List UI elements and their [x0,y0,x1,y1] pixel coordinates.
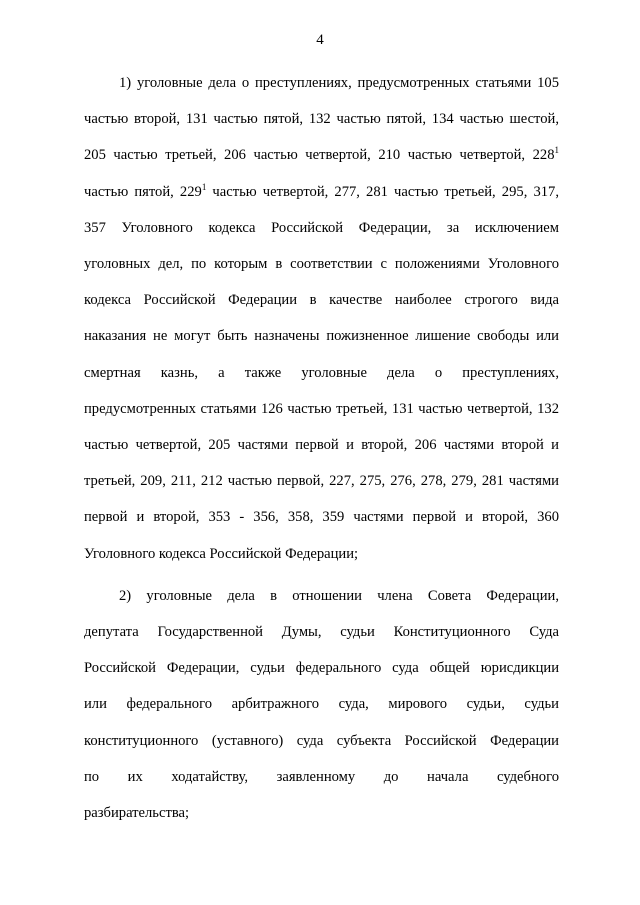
text-line: кодекса Российской Федерации в качестве наиболее строгого вида [84,292,559,309]
text-line: 357 Уголовного кодекса Российской Федерации, за исключением [84,219,559,236]
text-line: по их ходатайству, заявленному до начала судебного [84,768,559,785]
text-line: наказания не могут быть назначены пожизненное лишение свободы или [84,328,559,345]
text-line: разбирательства; [84,805,190,822]
text-line: частью пятой, $229^1$ частью четвертой, 277, 281 частью третьей, 295, 317, [84,181,559,200]
text-line: 205 частью третьей, 206 частью четвертой, 210 частью четвертой, $228^1$ [84,145,559,164]
text-line: уголовных дел, по которым в соответствии с положениями Уголовного [84,256,559,273]
text-line: Российской Федерации, судьи федерального суда общей юрисдикции [84,660,559,677]
text-line: смертная казнь, а также уголовные дела о преступлениях, [84,364,559,381]
text-line: предусмотренных статьями 126 частью третьей, 131 частью четвертой, 132 [84,400,559,417]
superscript: 1 [554,145,559,156]
text-line: Уголовного кодекса Российской Федерации; [84,545,359,562]
text-line: первой и второй, 353 - 356, 358, 359 частями первой и второй, 360 [84,509,559,526]
text-line: частью второй, 131 частью пятой, 132 частью пятой, 134 частью шестой, [84,111,559,128]
superscript: 1 [201,181,207,192]
text-line: третьей, 209, 211, 212 частью первой, 227, 275, 276, 278, 279, 281 частями [84,473,559,490]
text-line: депутата Государственной Думы, судьи Конституционного Суда [84,624,559,641]
paragraph-2 [84,578,559,831]
text-line: конституционного (уставного) суда субъекта Российской Федерации [84,732,559,749]
page-number: 4 [316,32,324,48]
text-line: или федерального арбитражного суда, мирового судьи, судьи [84,696,559,713]
text-line: 1) уголовные дела о преступлениях, предусмотренных статьями 105 [119,75,559,91]
paragraph-1 [84,65,559,572]
document-body [84,65,559,831]
text-line: частью четвертой, 205 частями первой и второй, 206 частями второй и [84,437,559,454]
text-line: 2) уголовные дела в отношении члена Совета Федерации, [119,587,559,604]
